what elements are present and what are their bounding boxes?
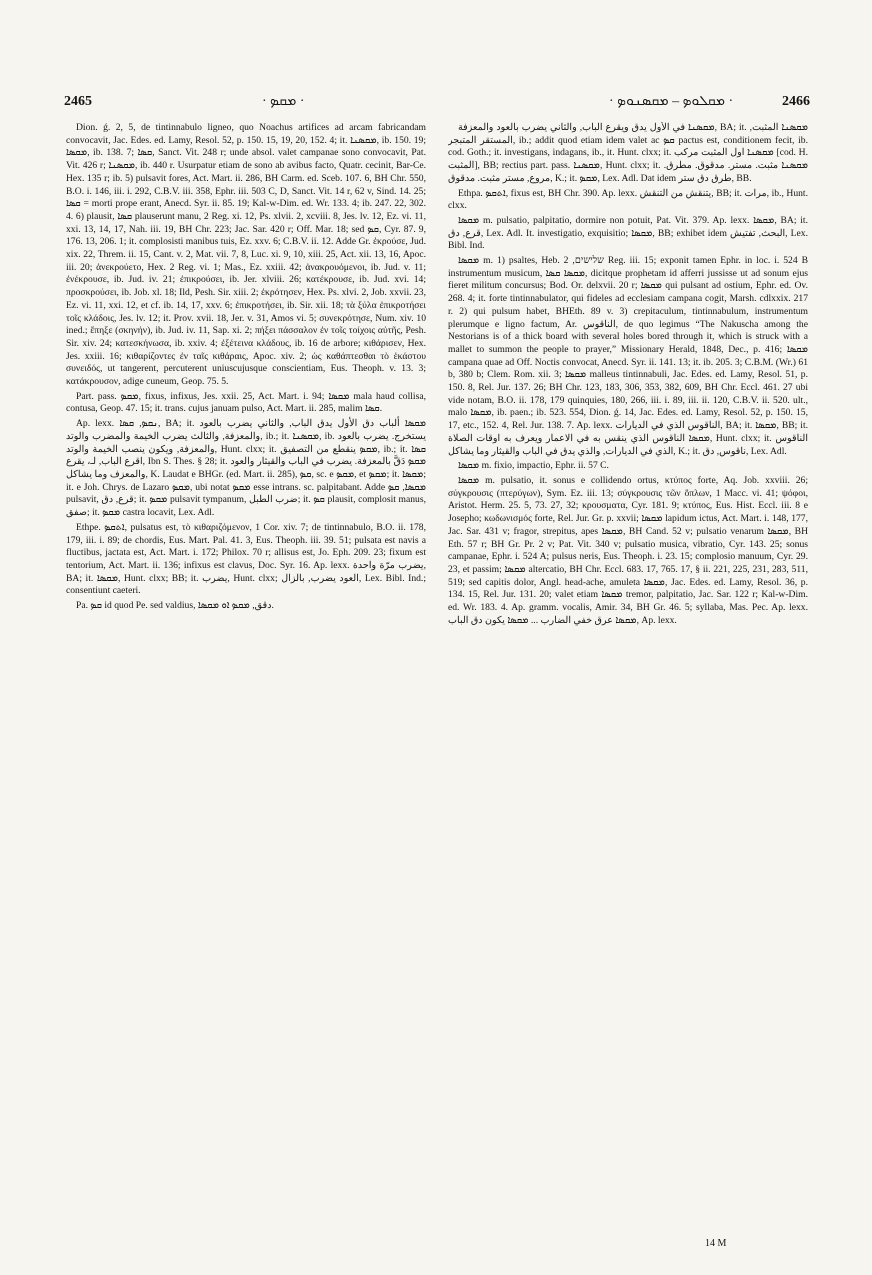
left-paragraph: Part. pass. ܡܩܤ, fixus, infixus, Jes. xxii. 25, Act. Mart. i. 94; ܡܩܤܐ mala haud collisa, contusa, Geop. 47. 15; it. trans. cujus januam pulso, Act. Mart. ii. 285, malim ܩܤܐ. [66,390,426,415]
left-page-number: 2465 [64,94,92,109]
right-paragraph: ܡܩܤܐ m. pulsatio, palpitatio, dormire non potuit, Pat. Vit. 379. Ap. lexx. ܡܩܤܐ, BA; it. قرع, دق, Lex. Adl. It. investigatio, exquisitio; ܡܩܤܐ, BB; exhibet idem البحث, تفتيش, Lex. Bibl. Ind. [448,214,808,252]
right-page-number: 2466 [782,94,810,109]
right-paragraph: ܡܩܤܐ m. fixio, impactio, Ephr. ii. 57 C. [458,460,609,472]
left-column [66,122,426,1242]
left-paragraph: Ap. lexx. ܢܩܤ, ܩܤܐ, BA; it. ܡܩܤܐ ألباب دق الأول يدق الباب, والثاني يضرب بالعود والمعزفة, والثالث يضرب الخيمة والمضرب والوتد, ib.; it. ܡܩܤܢܐ, ib. يستخرج. يضرب بالعود والمعزفة, ويكون ينصب الخيمة والوتد, Hunt. clxx; it. ܡܩܤ ينقطع من التصفيق, ib.; it. ܩܤܐ اقرع الباب, لـ، يقرع, Ibn S. Thes. § 28; it. ܡܩܤ دَقَّ بالمعزفة. يضرب في الباب والقيثار والعود والمعزف وما يشاكل, K. Laudat e BHGr. (ed. Mart. ii. 285), ܩܤ, sc. e ܡܩܤ, et ܡܩܤ; it. ܡܩܤܐ; it. e Joh. Chrys. de Lazaro ܡܩܤ, ubi notat ܡܩܤ esse intrans. sc. palpitabant. Adde ܡܩܤܐ, ܩܤ pulsavit, قرع, دق; it. ܡܩܤ pulsavit tympanum, ضرب الطبل; it. ܩܤ plausit, complosit manus, صفق; it. ܡܩܤ castra locavit, Lex. Adl. [66,418,426,519]
right-paragraph: ܡܩܤܐ m. 1) psaltes, Heb. שלישים, 2 Reg. iii. 15; exponit tamen Ephr. in loc. i. 524 B instrumentum musicum, ܡܩܤܐ ܩܤܐ, dicitque prophetam id afferri jussisse ut ad sonum ejus fieret militum concursus; Bod. Or. delxvii. 20 r; ܡܩܤܐ qui pulsant ad ostium, Ephr. ed. Ov. 268. 4; it. forte tintinnabulator, qui fideles ad ecclesiam campana cogit, Marsh. cdlxxix. 217 r. 2) qui pulsum habet, BHEth. 89 v. 3) crepitaculum, tintinnabulum, instrumentum plerumque e ligno factum, Ar. الناقوس, de quo legimus “The Nakuscha among the Nestorians is of a thick board with several holes bored through it, which is struck with a mallet to summon the people to prayer,” Missionary Herald, 1848, Dec., p. 416; ܡܩܤܐ campana quae ad Off. Noctis convocat, Anecd. Syr. ii. 141. 13; it. ib. 205. 3; C.B.M. (Wr.) 61 b, 380 b; Clem. Rom. xii. 3; ܡܩܤܐ malleus tintinnabuli, Jac. Edes. ed. Lamy, Resol. 51, p. 150. 8, Rel. Jur. 137. 26; BH Chr. 123, 183, 306, 353, 382, 609, BH Chr. Eccl. 461. 27 ubi vide notam, B.O. ii. 178, 179 quinquies, 180, 266, iii. i. 89, iii. ii. 120, C.B.V. ii. 520. ult., malo ܡܩܤܐ, ib. paen.; ib. 523. 554, Dion. ǵ. 14, Jac. Edes. ed. Lamy, Resol. 52, p. 150. 15, 17, etc., 152. 4, Rel. Jur. 138. 7. Ap. lexx. الناقوس الذي في الديارات, BA; it. ܡܩܤܐ, BB; it. ܡܩܤܐ الناقوس الذي ينقس به في الاعمار ويعرف به اوقات الصلاة, Hunt. clxx; it. الناقوس الذي في الديارات, والذي يدق في الباب والقيثار وما يشاكل, K.; it. ناقوس, دق, Lex. Adl. [448,255,808,457]
signature-mark: 14 M [705,1238,727,1249]
left-running-head: · ܡܩܤ · [262,94,305,109]
left-paragraph: Pa. ܩܤ id quod Pe. sed valdius, دقق, ܡܩܤ ܐܘ ܡܩܤܐ. [76,600,274,612]
right-paragraph: Ethpa. ܐܬܩܤ, fixus est, BH Chr. 390. Ap. lexx. يتنقش من التنقش, BB; it. مرات, ib., Hunt. clxx. [448,187,808,212]
left-paragraph: Ethpe. ܐܬܩܤ, pulsatus est, τὸ κιθαριζόμενον, 1 Cor. xiv. 7; de tintinnabulo, B.O. ii. 178, 179, iii. i. 89; de chordis, Eus. Mart. Pal. 41. 3, Eus. Theoph. iii. 39. 51; pulsata est navis a fluctibus, jactata est, Act. Mart. i. 172; Philox. 70 r; allisus est, Jo. Eph. 209. 23; fixum est tentorium, Act. Mart. ii. 136; infixus est clavus, Doc. Syr. 16. Ap. lexx. يضرب مرّة واحدة, BA; it. ܡܩܤܐ, Hunt. clxx; BB; it. يضرب, Hunt. clxx; العود يضرب, بالزال, Lex. Bibl. Ind.; consentiunt caeteri. [66,521,426,597]
right-paragraph: ܡܩܤܢܐ في الأول يدق ويقرع الباب, والثاني يضرب بالعود والمعزفة, BA; it. ܡܩܤܢܐ المثبت, المستقر المتبجر, ib.; addit quod etiam idem valet ac ܩܤ pactus est, conditionem fecit, ib. cod. Goth.; it. investigans, indagans, ib., it. Hunt. clxx; it. ܡܩܤܢܐ اول المثبت مركب [cod. H. المثبت], BB; rectius part. pass. ܡܩܤܢܐ, Hunt. clxx; it. ܡܩܤܢܐ مثبت. مستر. مدقوق. مطرق. مروع, مستر مثبت. مدقوق, K.; it. ܡܩܤ, Lex. Adl. Dat idem طرق دق ستر, BB. [448,122,808,184]
right-column [448,122,808,1242]
right-running-head: · ܡܩܠܘܤ – ܡܩܤܢܘܤ · [609,94,734,109]
page-header [64,94,810,116]
left-paragraph: Dion. ǵ. 2, 5, de tintinnabulo ligneo, quo Noachus artifices ad arcam fabricandam convocavit, Jac. Edes. ed. Lamy, Resol. 52, p. 150. 15, 19, 20, 152. 4; it. ܡܩܤܢܐ, ib. 150. 19; ܡܩܤܐ, ib. 138. 7; ܩܤܐ, Sanct. Vit. 248 r; unde absol. valet campanae sono convocavit, Pat. Vit. 426 r; ܡܩܤܢܐ, ib. 440 r. Usurpatur etiam de sono ab avibus facto, Quatr. cecinit, Bar-Ce. Hex. 135 r; ib. 5) pulsavit fores, Act. Mart. ii. 286, BH Carm. ed. Sceb. 107. 6, BH Chr. 550, B.O. i. 146, iii. i. 292, C.B.V. iii. 358, Ephr. iii. 503 C, D, Sanct. Vit. 14 r, 62 v, Sind. 14. 25; ܩܤܐ = morti prope erant, Anecd. Syr. ii. 85. 19; Kal-w-Dim. ed. Wr. 133. 4; ib. 247. 22, 302. 4. 6) plausit, ܩܤܐ plauserunt manu, 2 Reg. xi. 12, Ps. xlvii. 2, xcviii. 8, Jes. lv. 12, Ez. vi. 11, xxi. 13, 14, 17, Nah. iii. 19, BH Chr. 223; Jac. Sar. 420 r; Off. Mar. 18; sed ܩܤ, Cyr. 87. 9, 176. 13, 206. 1; it. complosisti manibus tuis, Ez. xxv. 6; C.B.V. ii. 12. Adde Gr. ἐκρούσε, Jud. xix. 22, Threm. ii. 15, Cant. v. 2, Mat. vii. 7, 8, Luc. xi. 9, 10, xiii. 25, Act. xii. 13, 16, Apoc. iii. 20; ἀνεκρούετο, Hex. 2 Reg. vi. 1; Mas., Ez. xxiii. 42; ἀνακρουόμενοι, ib. Jud. v. 11; ἐνέκρουσε, ib. Jud. iv. 21; ἐπικρούσει, ib. Jer. xlviii. 26; κατέκρουσε, ib. Jud. xvi. 14; προσκρούσει, ib. Job. xl. 18; Ild, Pesh. Sir. xiii. 2; ἐκρότησεν, Hex. Ps. xlvi. 2, Job. xxvii. 23, Ez. vi. 11, xxi. 12, et cf. ib. 14, 17, xxv. 6; ἐπικροτήσει, ib. Sir. xii. 18; τὰ ξύλα ἐπικροτήσει τοῖς κλάδοις, Jes. lv. 12; it. Prov. xvii. 18, Jer. v. 31, Amos vi. 5; συνεκρότησε, Num. xiv. 10 ined.; ἔπηξε (σκηνήν), ib. Jud. iv. 11, Sap. xi. 2; πήξει πάσσαλον ἐν τοῖς τοίχοις αὐτῆς, Pesh. Sir. xiv. 24; κατεσκήνωσα, ib. xxiv. 4; ἐξέτεινα κλάδους, ib. 16 de arbore; κιθάρισεν, Hex. Jes. xxiii. 16; κιθαρίζοντες ἐν ταῖς κιθάραις, Apoc. xiv. 2; ὡς καθάπτεσθαι τὸ ἑκάστου συνειδός, ut tangerent, percuterent uniuscujusque conscientiam, Eus. Theoph. v. 13. 3; κατάκρουσον, adige cuneum, Geop. 75. 5. [66,122,426,388]
right-paragraph: ܡܩܤܐ m. pulsatio, it. sonus e collidendo ortus, κτύπος forte, Aq. Job. xxviii. 26; σύγκρουσις (πτερύγων), Sym. Ez. iii. 13; σύγκρουσις τῶν ὅπλων, 1 Macc. vi. 41; ψόφοι, Aristot. Herm. 25. 5, 73. 27, 32; κρουσματα, Cyr. 181. 9; κτύπος, Eus. Hist. Eccl. iii. 8 e Josepho; κωδωνισμός forte, Rel. Jur. Gr. p. xxvii; ܡܩܤܐ lapidum ictus, Act. Mart. i. 148, 177, Jac. Sar. 431 v; fragor, strepitus, apes ܡܩܤܐ, BH Cand. 52 v; pulsatio venarum ܡܩܤܐ, BH Eth. 57 r; BH Gr. Pr. 2 v; Pat. Vit. 340 v; pulsatio musica, vibratio, Cyr. 143. 25; sonus campanae, Ephr. i. 524 A; pulsus neris, Eus. Theoph. i. 23. 15; complosio manuum, Cyr. 29. 23, et passim; ܡܩܤܐ altercatio, BH Chr. Eccl. 683. 17, 765. 17, § ii. 221, 225, 231, 283, 511, 519; sed capitis dolor, Angl. head-ache, amuleta ܡܩܤܐ, Jac. Edes. ed. Lamy, Resol. 36, p. 134. 15, Rel. Jur. 131. 20; valet etiam ܡܩܤܐ tremor, palpitatio, Jac. Sar. 122 r; Kal-w-Dim. ed. Wr. 183. 4. Ap. gramm. vocalis, Amir. 34, BH Gr. 46. 5; syllaba, Mas. Pec. Ap. lexx. ܡܩܤܐ عرق خفي الضارب ... ܡܩܤܐ يكون دق الباب, Ap. lexx. [448,474,808,626]
